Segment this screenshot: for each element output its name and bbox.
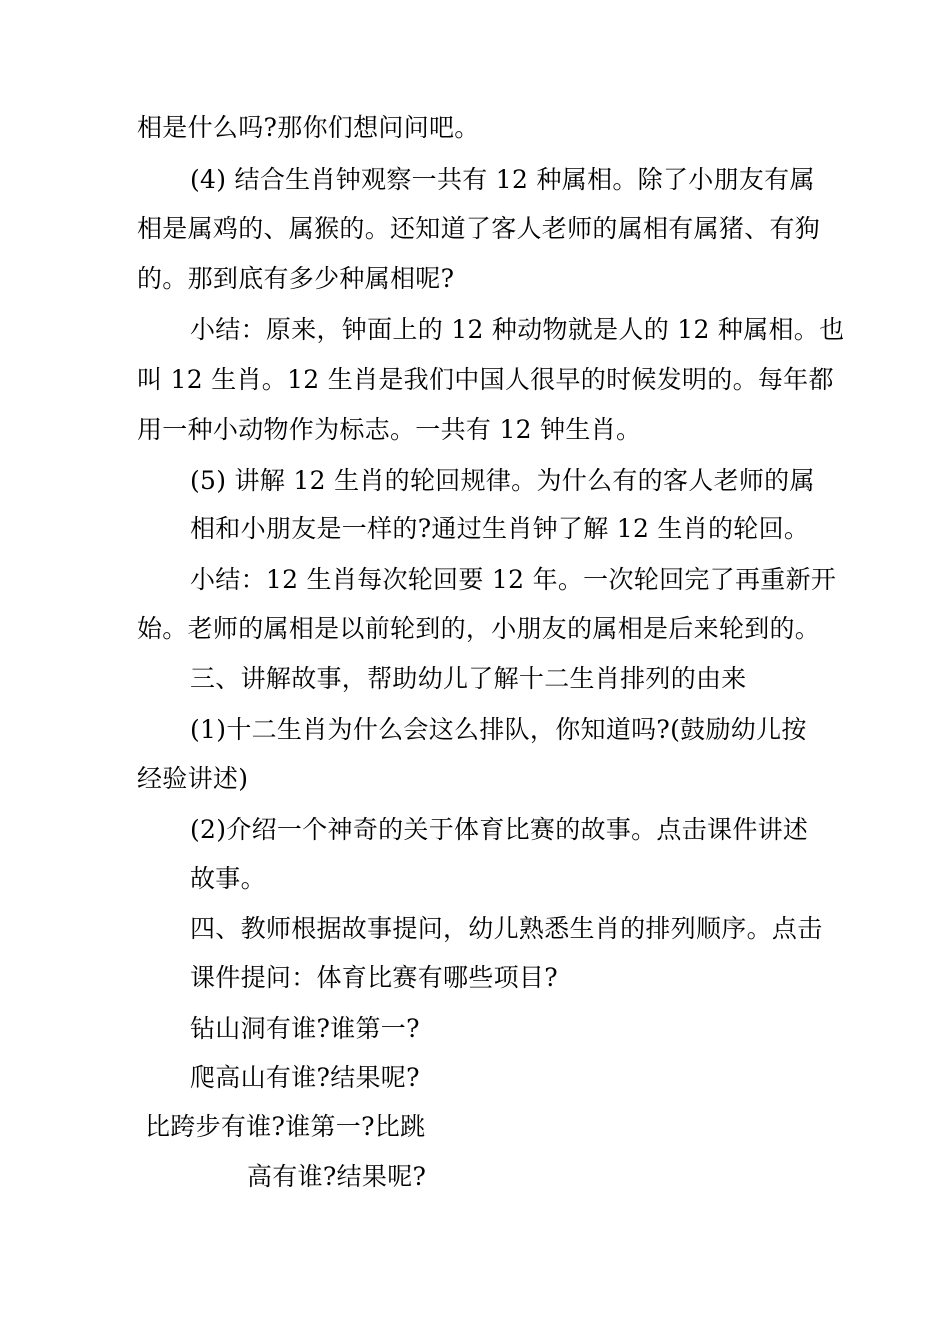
- text-line: 的。那到底有多少种属相呢?: [137, 264, 455, 293]
- text-line: (4) 结合生肖钟观察一共有 12 种属相。除了小朋友有属: [190, 165, 815, 194]
- text-line: 始。老师的属相是以前轮到的，小朋友的属相是后来轮到的。: [137, 614, 821, 643]
- text-line: 经验讲述): [137, 764, 249, 793]
- text-line: 故事。: [190, 864, 266, 893]
- text-line: 课件提问：体育比赛有哪些项目?: [190, 963, 558, 992]
- text-line: 钻山洞有谁?谁第一?: [190, 1014, 420, 1043]
- text-line: (5) 讲解 12 生肖的轮回规律。为什么有的客人老师的属: [190, 466, 815, 495]
- text-line: (2)介绍一个神奇的关于体育比赛的故事。点击课件讲述: [190, 815, 809, 844]
- text-line: 小结：12 生肖每次轮回要 12 年。一次轮回完了再重新开: [190, 565, 837, 594]
- text-line: 爬高山有谁?结果呢?: [190, 1063, 420, 1092]
- text-line: 比跨步有谁?谁第一?比跳: [145, 1112, 426, 1141]
- text-line: 高有谁?结果呢?: [247, 1162, 427, 1191]
- text-line: 叫 12 生肖。12 生肖是我们中国人很早的时候发明的。每年都: [137, 365, 834, 394]
- text-line: 相是什么吗?那你们想问问吧。: [137, 113, 480, 142]
- section-heading: 四、教师根据故事提问，幼儿熟悉生肖的排列顺序。点击: [190, 914, 823, 943]
- text-line: (1)十二生肖为什么会这么排队，你知道吗?(鼓励幼儿按: [190, 715, 807, 744]
- text-line: 相是属鸡的、属猴的。还知道了客人老师的属相有属猪、有狗: [137, 214, 821, 243]
- section-heading: 三、讲解故事，帮助幼儿了解十二生肖排列的由来: [190, 664, 747, 693]
- text-line: 相和小朋友是一样的?通过生肖钟了解 12 生肖的轮回。: [190, 514, 810, 543]
- text-line: 小结：原来，钟面上的 12 种动物就是人的 12 种属相。也: [190, 315, 845, 344]
- text-line: 用一种小动物作为标志。一共有 12 钟生肖。: [137, 415, 642, 444]
